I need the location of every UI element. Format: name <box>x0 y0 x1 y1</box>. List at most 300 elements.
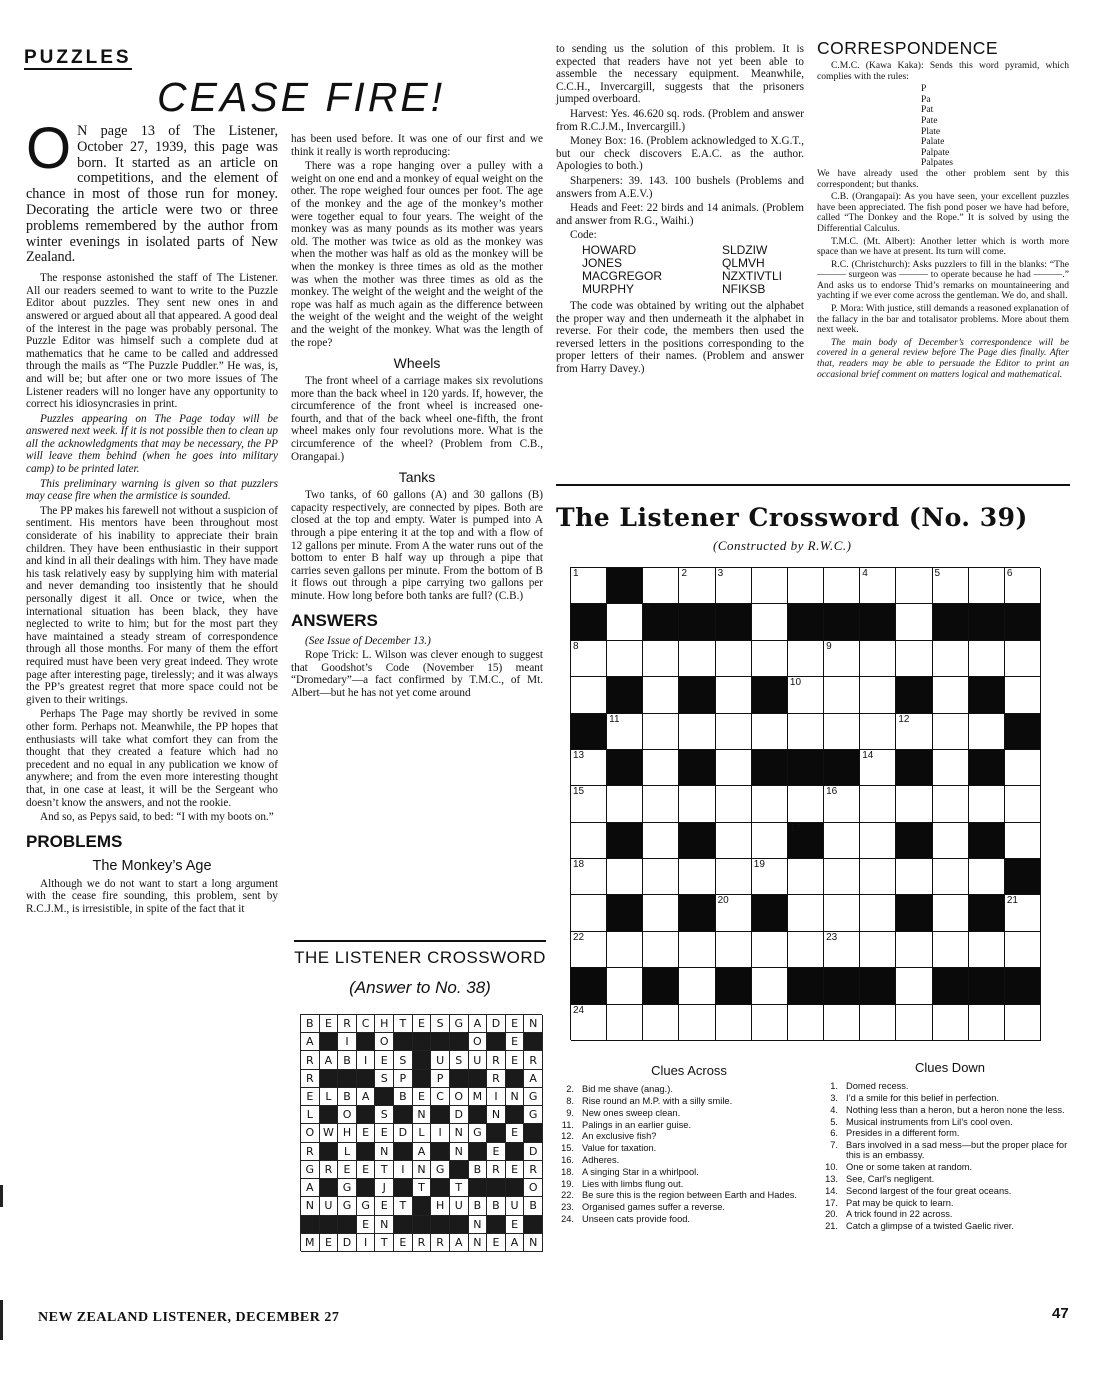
grid-cell[interactable] <box>1005 750 1041 786</box>
grid-cell[interactable] <box>679 714 715 750</box>
grid-block <box>969 604 1005 640</box>
grid-cell[interactable] <box>860 932 896 968</box>
paragraph: The code was obtained by writing out the alphabet the proper way and then underneath it the alphabet in reverse. For their code, the members then used the reversed letters in the positions corresponding to the proper letters of their names. (Problem and answer from Harry Davey.) <box>556 299 804 375</box>
answer-cell <box>413 1179 432 1197</box>
pyramid-word: Palate <box>921 136 945 148</box>
grid-block <box>607 568 643 604</box>
code-cell: MURPHY <box>582 281 635 296</box>
clue-item <box>822 1081 1078 1091</box>
clue-item-text: Bars involved in a sad mess—but the proper place for this is an embassy. <box>846 1140 1068 1161</box>
answer-letter: A <box>510 1235 519 1249</box>
grid-cell[interactable] <box>643 1005 679 1041</box>
code-cell: QLMVH <box>722 255 765 270</box>
answer-letter: T <box>418 1181 425 1195</box>
paragraph: to sending us the solution of this problem. It is expected that readers have not yet been able to assemble the necessary equipment. Meanwhile, C.C.H., Invercargill, suggests that the prisoners jumped overboard. <box>556 43 804 106</box>
answer-letter: D <box>491 1017 501 1031</box>
grid-cell[interactable] <box>716 568 752 604</box>
clue-item-number: 17. <box>825 1197 838 1208</box>
answer-cell <box>487 1015 506 1033</box>
grid-cell[interactable] <box>716 823 752 859</box>
correspondence-heading: CORRESPONDENCE <box>817 38 999 58</box>
answer-cell <box>487 1197 506 1215</box>
clue-item-text: See, Carl’s negligent. <box>846 1173 935 1184</box>
grid-cell[interactable] <box>788 786 824 822</box>
clue-item-text: Nothing less than a heron, but a heron none the less. <box>846 1104 1065 1115</box>
grid-block <box>1005 604 1041 640</box>
answer-block <box>320 1106 339 1124</box>
answer-cell <box>524 1143 543 1161</box>
grid-cell[interactable] <box>571 1005 607 1041</box>
grid-cell[interactable] <box>933 641 969 677</box>
grid-cell[interactable] <box>1005 1005 1041 1041</box>
answer-cell <box>431 1070 450 1088</box>
clue-item-text: Unseen cats provide food. <box>582 1213 691 1224</box>
grid-cell[interactable] <box>933 714 969 750</box>
grid-cell[interactable] <box>896 968 932 1004</box>
answer-cell <box>375 1216 394 1234</box>
answer-letter: I <box>438 1126 442 1140</box>
clue-item-number: 20. <box>825 1209 838 1220</box>
answer-letter: T <box>380 1235 388 1249</box>
grid-block <box>933 604 969 640</box>
clue-number: 6 <box>1006 568 1013 579</box>
grid-cell[interactable] <box>896 641 932 677</box>
grid-cell[interactable] <box>824 1005 860 1041</box>
grid-cell[interactable] <box>969 1005 1005 1041</box>
code-table <box>582 244 804 296</box>
grid-cell[interactable] <box>824 714 860 750</box>
answer-block <box>487 1033 506 1051</box>
grid-cell[interactable] <box>933 823 969 859</box>
answer-block <box>431 1143 450 1161</box>
answer-cell <box>524 1106 543 1124</box>
answer-cell <box>301 1015 320 1033</box>
clue-item <box>822 1105 1078 1115</box>
grid-cell[interactable] <box>643 677 679 713</box>
answer-letter: R <box>436 1235 444 1249</box>
grid-block <box>788 968 824 1004</box>
answer-cell <box>524 1161 543 1179</box>
grid-cell[interactable] <box>860 786 896 822</box>
answer-block <box>487 1124 506 1142</box>
grid-cell[interactable] <box>679 568 715 604</box>
grid-cell[interactable] <box>716 714 752 750</box>
grid-cell[interactable] <box>571 859 607 895</box>
clue-item <box>822 1117 1078 1127</box>
answer-cell <box>375 1124 394 1142</box>
page-title: CEASE FIRE! <box>157 74 446 120</box>
answer-letter: E <box>380 1126 388 1140</box>
paragraph: C.B. (Orangapai): As you have seen, your excellent puzzles have been appreciated. The fish pond poser we have had before, called “The Donkey and the Rope.” It is solved by using the Differential Calculus. <box>817 191 1069 234</box>
answer-letter: B <box>306 1017 314 1031</box>
grid-cell[interactable] <box>1005 641 1041 677</box>
grid-cell[interactable] <box>643 823 679 859</box>
grid-cell[interactable] <box>643 932 679 968</box>
paragraph: T.M.C. (Mt. Albert): Another letter which is worth more space than we have at present. Its turn will come. <box>817 235 1069 258</box>
answer-letter: W <box>322 1126 334 1140</box>
grid-cell[interactable] <box>752 968 788 1004</box>
clue-item-text: Pat may be quick to learn. <box>846 1197 954 1208</box>
answer-letter: P <box>436 1071 444 1085</box>
answer-cell <box>469 1051 488 1069</box>
grid-cell[interactable] <box>896 932 932 968</box>
grid-cell[interactable] <box>933 859 969 895</box>
grid-block <box>752 750 788 786</box>
grid-cell[interactable] <box>716 786 752 822</box>
grid-cell[interactable] <box>860 823 896 859</box>
grid-cell[interactable] <box>896 786 932 822</box>
grid-cell[interactable] <box>860 677 896 713</box>
answer-letter: M <box>472 1090 483 1104</box>
grid-cell[interactable] <box>716 895 752 931</box>
answer-cell <box>338 1033 357 1051</box>
grid-cell[interactable] <box>969 932 1005 968</box>
grid-cell[interactable] <box>824 786 860 822</box>
clue-item-number: 3. <box>830 1093 838 1103</box>
grid-cell[interactable] <box>933 750 969 786</box>
grid-block <box>679 895 715 931</box>
column-2 <box>291 133 543 702</box>
answers-heading: ANSWERS <box>291 610 378 630</box>
grid-cell[interactable] <box>1005 823 1041 859</box>
grid-cell[interactable] <box>607 786 643 822</box>
grid-cell[interactable] <box>716 1005 752 1041</box>
answer-letter: D <box>454 1108 463 1122</box>
answer-letter: B <box>529 1199 537 1213</box>
grid-cell[interactable] <box>607 714 643 750</box>
answer-letter: E <box>324 1235 332 1249</box>
grid-cell[interactable] <box>860 859 896 895</box>
grid-cell[interactable] <box>860 895 896 931</box>
grid-cell[interactable] <box>716 859 752 895</box>
clue-item-number: 16. <box>561 1154 574 1165</box>
answer-cell <box>375 1033 394 1051</box>
clue-number: 11 <box>609 713 620 725</box>
grid-cell[interactable] <box>824 677 860 713</box>
grid-cell[interactable] <box>824 641 860 677</box>
grid-cell[interactable] <box>571 568 607 604</box>
answer-letter: E <box>362 1217 370 1231</box>
answer-letter: S <box>380 1071 388 1085</box>
answer-letter: R <box>492 1071 500 1085</box>
grid-cell[interactable] <box>643 568 679 604</box>
grid-cell[interactable] <box>607 604 643 640</box>
grid-cell[interactable] <box>679 932 715 968</box>
answer-letter: E <box>511 1053 519 1067</box>
grid-cell[interactable] <box>679 1005 715 1041</box>
section-heading: PUZZLES <box>24 47 132 68</box>
answer-cell <box>413 1143 432 1161</box>
grid-cell[interactable] <box>896 859 932 895</box>
answer-letter: T <box>399 1017 407 1031</box>
grid-cell[interactable] <box>860 750 896 786</box>
grid-cell[interactable] <box>969 859 1005 895</box>
clue-item <box>558 1131 820 1141</box>
grid-block <box>1005 859 1041 895</box>
answer-letter: M <box>305 1235 315 1249</box>
grid-cell[interactable] <box>788 932 824 968</box>
grid-cell[interactable] <box>933 786 969 822</box>
clue-item-number: 10. <box>825 1162 838 1173</box>
grid-cell[interactable] <box>752 859 788 895</box>
grid-cell[interactable] <box>896 568 932 604</box>
answer-cell <box>431 1088 450 1106</box>
italic-paragraph: This preliminary warning is given so that puzzlers may cease fire when the armistice is sounded. <box>26 477 278 503</box>
answer-cell <box>450 1015 469 1033</box>
answer-letter: L <box>418 1126 425 1140</box>
answer-cell <box>469 1124 488 1142</box>
grid-cell[interactable] <box>969 786 1005 822</box>
grid-cell[interactable] <box>788 568 824 604</box>
answer-block <box>450 1216 469 1234</box>
grid-cell[interactable] <box>752 786 788 822</box>
answer-cell <box>524 1234 543 1252</box>
clue-item-text: Be sure this is the region between Earth and Hades. <box>582 1190 797 1201</box>
answer-block <box>413 1197 432 1215</box>
grid-cell[interactable] <box>752 823 788 859</box>
grid-cell[interactable] <box>752 1005 788 1041</box>
clue-item <box>558 1190 820 1200</box>
answer-cell <box>357 1234 376 1252</box>
paragraph: Money Box: 16. (Problem acknowledged to X.G.T., but our check discovers E.A.C. as the author. Apologies to both.) <box>556 135 804 173</box>
grid-cell[interactable] <box>896 604 932 640</box>
grid-cell[interactable] <box>643 750 679 786</box>
grid-block <box>933 968 969 1004</box>
grid-cell[interactable] <box>1005 786 1041 822</box>
clues-across-heading: Clues Across <box>651 1063 727 1078</box>
answer-letter: E <box>492 1144 500 1158</box>
answer-block <box>301 1216 320 1234</box>
answer-cell <box>469 1015 488 1033</box>
answer-letter: N <box>491 1108 501 1122</box>
grid-cell[interactable] <box>571 823 607 859</box>
answer-cell <box>450 1124 469 1142</box>
answer-cell <box>506 1015 525 1033</box>
answer-block <box>338 1070 357 1088</box>
grid-cell[interactable] <box>679 641 715 677</box>
answer-cell <box>394 1088 413 1106</box>
answer-letter: G <box>435 1162 445 1176</box>
grid-cell[interactable] <box>643 859 679 895</box>
answer-cell <box>413 1106 432 1124</box>
grid-cell[interactable] <box>860 1005 896 1041</box>
grid-block <box>969 823 1005 859</box>
grid-cell[interactable] <box>969 641 1005 677</box>
answer-block <box>524 1033 543 1051</box>
answer-letter: O <box>379 1035 389 1049</box>
grid-cell[interactable] <box>643 786 679 822</box>
answer-cell <box>450 1088 469 1106</box>
grid-block <box>1005 714 1041 750</box>
clue-item <box>822 1186 1078 1196</box>
grid-cell[interactable] <box>860 641 896 677</box>
clue-item-number: 6. <box>830 1128 838 1139</box>
grid-block <box>607 895 643 931</box>
answer-block <box>394 1216 413 1234</box>
answer-cell <box>375 1051 394 1069</box>
answer-letter: G <box>454 1017 463 1031</box>
grid-cell[interactable] <box>571 786 607 822</box>
grid-cell[interactable] <box>788 859 824 895</box>
answer-letter: D <box>528 1144 538 1158</box>
grid-cell[interactable] <box>679 786 715 822</box>
grid-cell[interactable] <box>607 641 643 677</box>
clues-across-list <box>558 1084 820 1224</box>
answer-cell <box>320 1197 339 1215</box>
clue-number: 1 <box>573 568 579 579</box>
grid-cell[interactable] <box>1005 568 1041 604</box>
grid-cell[interactable] <box>1005 895 1041 931</box>
answer-cell <box>320 1088 339 1106</box>
code-cell: HOWARD <box>582 242 637 257</box>
grid-block <box>824 750 860 786</box>
grid-cell[interactable] <box>969 568 1005 604</box>
clue-number: 13 <box>573 749 585 761</box>
answer-cell <box>357 1051 376 1069</box>
clue-item-number: 8. <box>566 1096 574 1106</box>
grid-cell[interactable] <box>607 968 643 1004</box>
clue-number: 12 <box>898 713 910 725</box>
answer-cell <box>301 1088 320 1106</box>
answer-block <box>394 1033 413 1051</box>
grid-cell[interactable] <box>1005 932 1041 968</box>
answer-cell <box>320 1124 339 1142</box>
grid-cell[interactable] <box>933 568 969 604</box>
grid-cell[interactable] <box>933 932 969 968</box>
clue-number: 5 <box>934 568 941 579</box>
grid-cell[interactable] <box>679 859 715 895</box>
answer-letter: S <box>380 1108 388 1122</box>
answer-letter: A <box>473 1017 482 1031</box>
grid-block <box>860 968 896 1004</box>
clue-item-text: A trick found in 22 across. <box>846 1209 953 1220</box>
answer-letter: S <box>399 1053 407 1067</box>
grid-cell[interactable] <box>824 823 860 859</box>
clue-number: 21 <box>1006 895 1018 907</box>
grid-cell[interactable] <box>1005 677 1041 713</box>
answer-letter: C <box>436 1090 444 1104</box>
grid-cell[interactable] <box>571 641 607 677</box>
answer-crossword-title: THE LISTENER CROSSWORD <box>294 948 546 967</box>
answer-block <box>524 1124 543 1142</box>
answer-letter: G <box>528 1108 538 1122</box>
answer-letter: E <box>362 1126 370 1140</box>
grid-cell[interactable] <box>788 677 824 713</box>
grid-cell[interactable] <box>933 677 969 713</box>
answer-cell <box>301 1143 320 1161</box>
grid-cell[interactable] <box>788 895 824 931</box>
grid-cell[interactable] <box>752 604 788 640</box>
answer-cell <box>431 1197 450 1215</box>
grid-cell[interactable] <box>788 641 824 677</box>
answer-letter: G <box>305 1162 315 1176</box>
monkey-heading: The Monkey’s Age <box>92 857 212 874</box>
answer-letter: B <box>473 1162 482 1176</box>
grid-cell[interactable] <box>643 641 679 677</box>
grid-cell[interactable] <box>571 677 607 713</box>
grid-cell[interactable] <box>571 932 607 968</box>
grid-block <box>788 750 824 786</box>
grid-cell[interactable] <box>607 932 643 968</box>
grid-cell[interactable] <box>752 932 788 968</box>
clue-item <box>822 1221 1078 1231</box>
answer-cell <box>506 1088 525 1106</box>
answer-cell <box>450 1106 469 1124</box>
grid-cell[interactable] <box>860 714 896 750</box>
grid-cell[interactable] <box>933 1005 969 1041</box>
answer-letter: A <box>417 1144 426 1158</box>
answer-cell <box>375 1106 394 1124</box>
answer-letter: E <box>511 1126 519 1140</box>
answer-cell <box>431 1161 450 1179</box>
answer-block <box>524 1216 543 1234</box>
grid-cell[interactable] <box>752 714 788 750</box>
drop-cap: O <box>26 116 72 181</box>
grid-cell[interactable] <box>571 750 607 786</box>
clue-item-text: Catch a glimpse of a twisted Gaelic river. <box>846 1221 1014 1232</box>
grid-block <box>788 823 824 859</box>
grid-cell[interactable] <box>716 641 752 677</box>
grid-cell[interactable] <box>824 932 860 968</box>
answer-letter: U <box>324 1199 333 1213</box>
clue-number: 19 <box>753 859 765 871</box>
grid-cell[interactable] <box>716 750 752 786</box>
answer-letter: U <box>473 1053 482 1067</box>
paragraph: Two tanks, of 60 gallons (A) and 30 gallons (B) capacity respectively, are connected by pipes. Both are closed at the top and empty. Water is pumped into A through a pipe entering it at the top and with a flow of 12 gallons per minute. From A the water runs out of the bottom to enter B half way up through a pipe that carries seven gallons per minute. From the bottom of B it flows out through a pipe carrying two gallons per minute. How long before both tanks are full? (C.B.) <box>291 489 543 602</box>
answer-cell <box>469 1161 488 1179</box>
grid-cell[interactable] <box>824 568 860 604</box>
binding-mark <box>0 1300 3 1340</box>
answer-block <box>394 1106 413 1124</box>
grid-cell[interactable] <box>969 714 1005 750</box>
grid-cell[interactable] <box>752 568 788 604</box>
paragraph: Code: <box>570 229 597 242</box>
grid-cell[interactable] <box>788 1005 824 1041</box>
grid-cell[interactable] <box>716 677 752 713</box>
grid-cell[interactable] <box>607 1005 643 1041</box>
grid-block <box>607 677 643 713</box>
clue-number: 22 <box>573 931 585 943</box>
clue-item <box>822 1162 1078 1172</box>
grid-cell[interactable] <box>896 714 932 750</box>
italic-paragraph: Puzzles appearing on The Page today will be answered next week. If it is not possible then to clean up all the acknowledgments that may be necessary, the PP will leave them behind (when he goes into military camp) to be printed later. <box>26 412 278 476</box>
grid-cell[interactable] <box>824 895 860 931</box>
answer-letter: E <box>380 1199 388 1213</box>
grid-cell[interactable] <box>824 859 860 895</box>
grid-cell[interactable] <box>643 895 679 931</box>
grid-cell[interactable] <box>860 568 896 604</box>
grid-cell[interactable] <box>571 895 607 931</box>
grid-cell[interactable] <box>933 895 969 931</box>
clue-item-text: A singing Star in a whirlpool. <box>582 1166 699 1177</box>
page-footer: NEW ZEALAND LISTENER, DECEMBER 27 <box>38 1310 340 1325</box>
answer-letter: N <box>529 1235 538 1249</box>
grid-cell[interactable] <box>643 714 679 750</box>
grid-cell[interactable] <box>896 1005 932 1041</box>
grid-cell[interactable] <box>716 932 752 968</box>
answer-block <box>394 1143 413 1161</box>
crossword-byline: (Constructed by R.W.C.) <box>713 538 852 553</box>
grid-cell[interactable] <box>788 714 824 750</box>
grid-block <box>896 750 932 786</box>
grid-cell[interactable] <box>679 968 715 1004</box>
grid-cell[interactable] <box>607 859 643 895</box>
answer-cell <box>338 1088 357 1106</box>
answer-letter: T <box>380 1162 388 1176</box>
answer-cell <box>506 1161 525 1179</box>
answer-cell <box>338 1015 357 1033</box>
grid-cell[interactable] <box>752 641 788 677</box>
